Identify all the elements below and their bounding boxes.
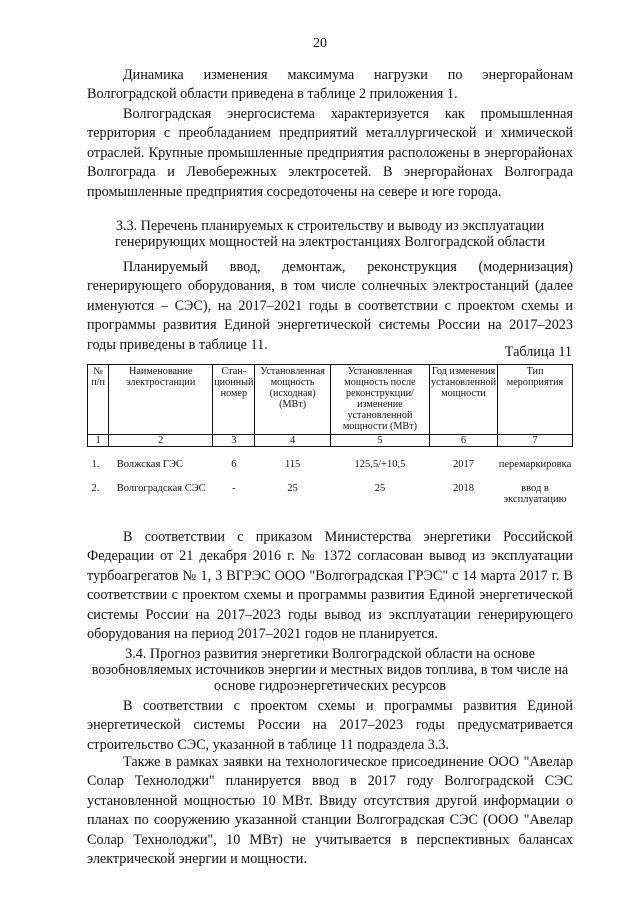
table-cell: 1. — [91, 459, 100, 470]
column-number: 3 — [213, 435, 255, 447]
column-number: 6 — [430, 435, 498, 447]
table-cell: Волгоградская СЭС — [116, 483, 206, 494]
table-header-cell: № п/п — [88, 365, 109, 435]
table-cell: 125,5/+10,5 — [354, 459, 406, 470]
table-cell: Волжская ГЭС — [116, 459, 183, 470]
table-cell: 6 — [231, 459, 237, 470]
table-cell: - — [232, 483, 236, 494]
table-cell: 2017 — [453, 459, 475, 470]
paragraph-load-dynamics: Динамика изменения максимума нагрузки по энергорайонам Волгоградской области приведена в таблице 2 приложения 1. — [87, 67, 573, 103]
table-header-cell: Стан-ционный номер — [213, 365, 255, 435]
table-cell: перемаркировка — [498, 459, 572, 470]
table-cell: 2018 — [453, 483, 475, 494]
paragraph-decommission-order: В соответствии с приказом Министерства энергетики Российской Федерации от 21 декабря 2016 г. № 1372 согласован вывод из эксплуатации турбоагрегатов № 1, 3 ВГРЭС ООО "Волгоградская ГРЭС" с 14 марта 2017 г. В соответствии с проектом схемы и программы развития Единой энергетической системы России на 2017–2023 годы вывод из эксплуатации генерирующего оборудования на период 2017–2021 годов не планируется. — [87, 529, 573, 643]
table-cell: ввод в эксплуатацию — [503, 483, 567, 505]
table-cell: 25 — [374, 483, 386, 494]
paragraph-planned-input: Планируемый ввод, демонтаж, реконструкция (модернизация) генерирующего оборудования, в том числе солнечных электростанций (далее именуются – СЭС), на 2017–2021 годы в соответствии с проектом схемы и программы развития Единой энергетической системы России на 2017–2023 годы приведены в таблице 11. — [87, 259, 573, 353]
paragraph-ses-construction: В соответствии с проектом схемы и программы развития Единой энергетической системы России на 2017–2023 годы предусматривается строительство СЭС, указанной в таблице 11 подраздела 3.3. — [87, 698, 573, 753]
section-heading-3-3: 3.3. Перечень планируемых к строительству и выводу из эксплуатации генерирующих мощностей на электростанциях Волгоградской области — [115, 218, 545, 250]
column-number: 5 — [330, 435, 429, 447]
page-number: 20 — [313, 36, 327, 51]
table-cell: 115 — [284, 459, 301, 470]
column-number: 2 — [109, 435, 213, 447]
table-caption: Таблица 11 — [504, 344, 572, 360]
table-header-cell: Установленная мощность после реконструкции/ изменение установленной мощности (МВт) — [330, 365, 429, 435]
table-row — [88, 471, 573, 506]
table-11 — [87, 364, 573, 506]
table-cell: 2. — [91, 483, 100, 494]
table-row — [88, 447, 573, 472]
paragraph-energy-system: Волгоградская энергосистема характеризуется как промышленная территория с преобладанием предприятий металлургической и химической отраслей. Крупные промышленные предприятия расположены в энергорайонах Волгограда и Левобережных электросетей. В энергорайонах Волгограда промышленные предприятия сосредоточены на севере и юге города. — [87, 106, 573, 200]
column-number: 1 — [88, 435, 109, 447]
section-heading-3-4: 3.4. Прогноз развития энергетики Волгоградской области на основе возобновляемых источников энергии и местных видов топлива, в том числе на основе гидроэнергетических ресурсов — [91, 646, 569, 694]
table-header-cell: Наименование электростанции — [109, 365, 213, 435]
column-number: 4 — [255, 435, 330, 447]
table-cell: 25 — [287, 483, 298, 494]
table-header-cell: Год изменения установленной мощности — [430, 365, 498, 435]
table-header-cell: Установленная мощность (исходная) (МВт) — [255, 365, 330, 435]
column-number: 7 — [498, 435, 573, 447]
table-header-cell: Тип мероприятия — [498, 365, 573, 435]
paragraph-avelar-solar: Также в рамках заявки на технологическое присоединение ООО "Авелар Солар Технолоджи" планируется ввод в 2017 году Волгоградской СЭС установленной мощностью 10 МВт. Ввиду отсутствия другой информации о планах по сооружению указанной станции Волгоградская СЭС (ООО "Авелар Солар Технолоджи", 10 МВт) не учитывается в перспективных балансах электрической энергии и мощности. — [87, 754, 573, 868]
